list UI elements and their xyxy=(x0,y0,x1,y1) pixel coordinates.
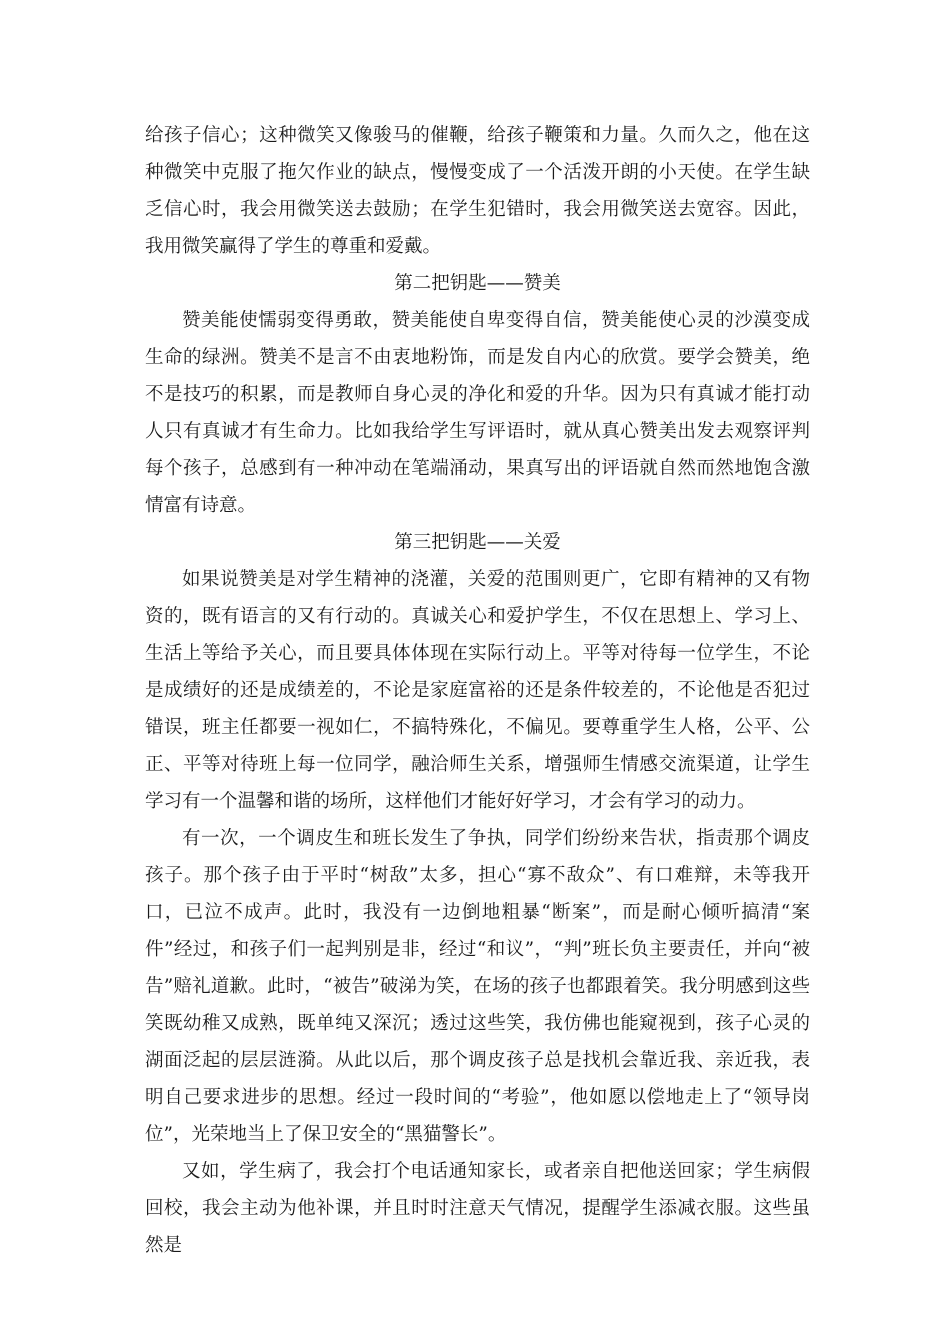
paragraph-smile-conclusion: 给孩子信心；这种微笑又像骏马的催鞭，给孩子鞭策和力量。久而久之，他在这种微笑中克服了拖欠作业的缺点，慢慢变成了一个活泼开朗的小天使。在学生缺乏信心时，我会用微笑送去鼓励；在学生犯错时，我会用微笑送去宽容。因此，我用微笑赢得了学生的尊重和爱戴。 xyxy=(145,125,810,257)
document-body xyxy=(145,117,810,1264)
paragraph-sick-student: 又如，学生病了，我会打个电话通知家长，或者亲自把他送回家；学生病假回校，我会主动为他补课，并且时时注意天气情况，提醒学生添减衣服。这些虽然是 xyxy=(145,1161,810,1256)
section-heading-care: 第三把钥匙——关爱 xyxy=(394,532,561,553)
section-heading-praise: 第二把钥匙——赞美 xyxy=(394,273,561,294)
paragraph-care: 如果说赞美是对学生精神的浇灌，关爱的范围则更广，它即有精神的又有物资的，既有语言的又有行动的。真诚关心和爱护学生，不仅在思想上、学习上、生活上等给予关心，而且要具体体现在实际行动上。平等对待每一位学生，不论是成绩好的还是成绩差的，不论是家庭富裕的还是条件较差的，不论他是否犯过错误，班主任都要一视如仁，不搞特殊化，不偏见。要尊重学生人格，公平、公正、平等对待班上每一位同学，融洽师生关系，增强师生情感交流渠道，让学生学习有一个温馨和谐的场所，这样他们才能好好学习，才会有学习的动力。 xyxy=(145,569,810,812)
paragraph-praise: 赞美能使懦弱变得勇敢，赞美能使自卑变得自信，赞美能使心灵的沙漠变成生命的绿洲。赞美不是言不由衷地粉饰，而是发自内心的欣赏。要学会赞美，绝不是技巧的积累，而是教师自身心灵的净化和爱的升华。因为只有真诚才能打动人只有真诚才有生命力。比如我给学生写评语时，就从真心赞美出发去观察评判每个孩子，总感到有一种冲动在笔端涌动，果真写出的评语就自然而然地饱含激情富有诗意。 xyxy=(145,310,810,516)
paragraph-dispute-story: 有一次，一个调皮生和班长发生了争执，同学们纷纷来告状，指责那个调皮孩子。那个孩子由于平时“树敌”太多，担心“寡不敌众”、有口难辩，未等我开口，已泣不成声。此时，我没有一边倒地粗暴“断案”，而是耐心倾听搞清“案件”经过，和孩子们一起判别是非，经过“和议”，“判”班长负主要责任，并向“被告”赔礼道歉。此时，“被告”破涕为笑，在场的孩子也都跟着笑。我分明感到这些笑既幼稚又成熟，既单纯又深沉；透过这些笑，我仿佛也能窥视到，孩子心灵的湖面泛起的层层涟漪。从此以后，那个调皮孩子总是找机会靠近我、亲近我，表明自己要求进步的思想。经过一段时间的“考验”，他如愿以偿地走上了“领导岗位”，光荣地当上了保卫安全的“黑猫警长”。 xyxy=(145,828,810,1145)
